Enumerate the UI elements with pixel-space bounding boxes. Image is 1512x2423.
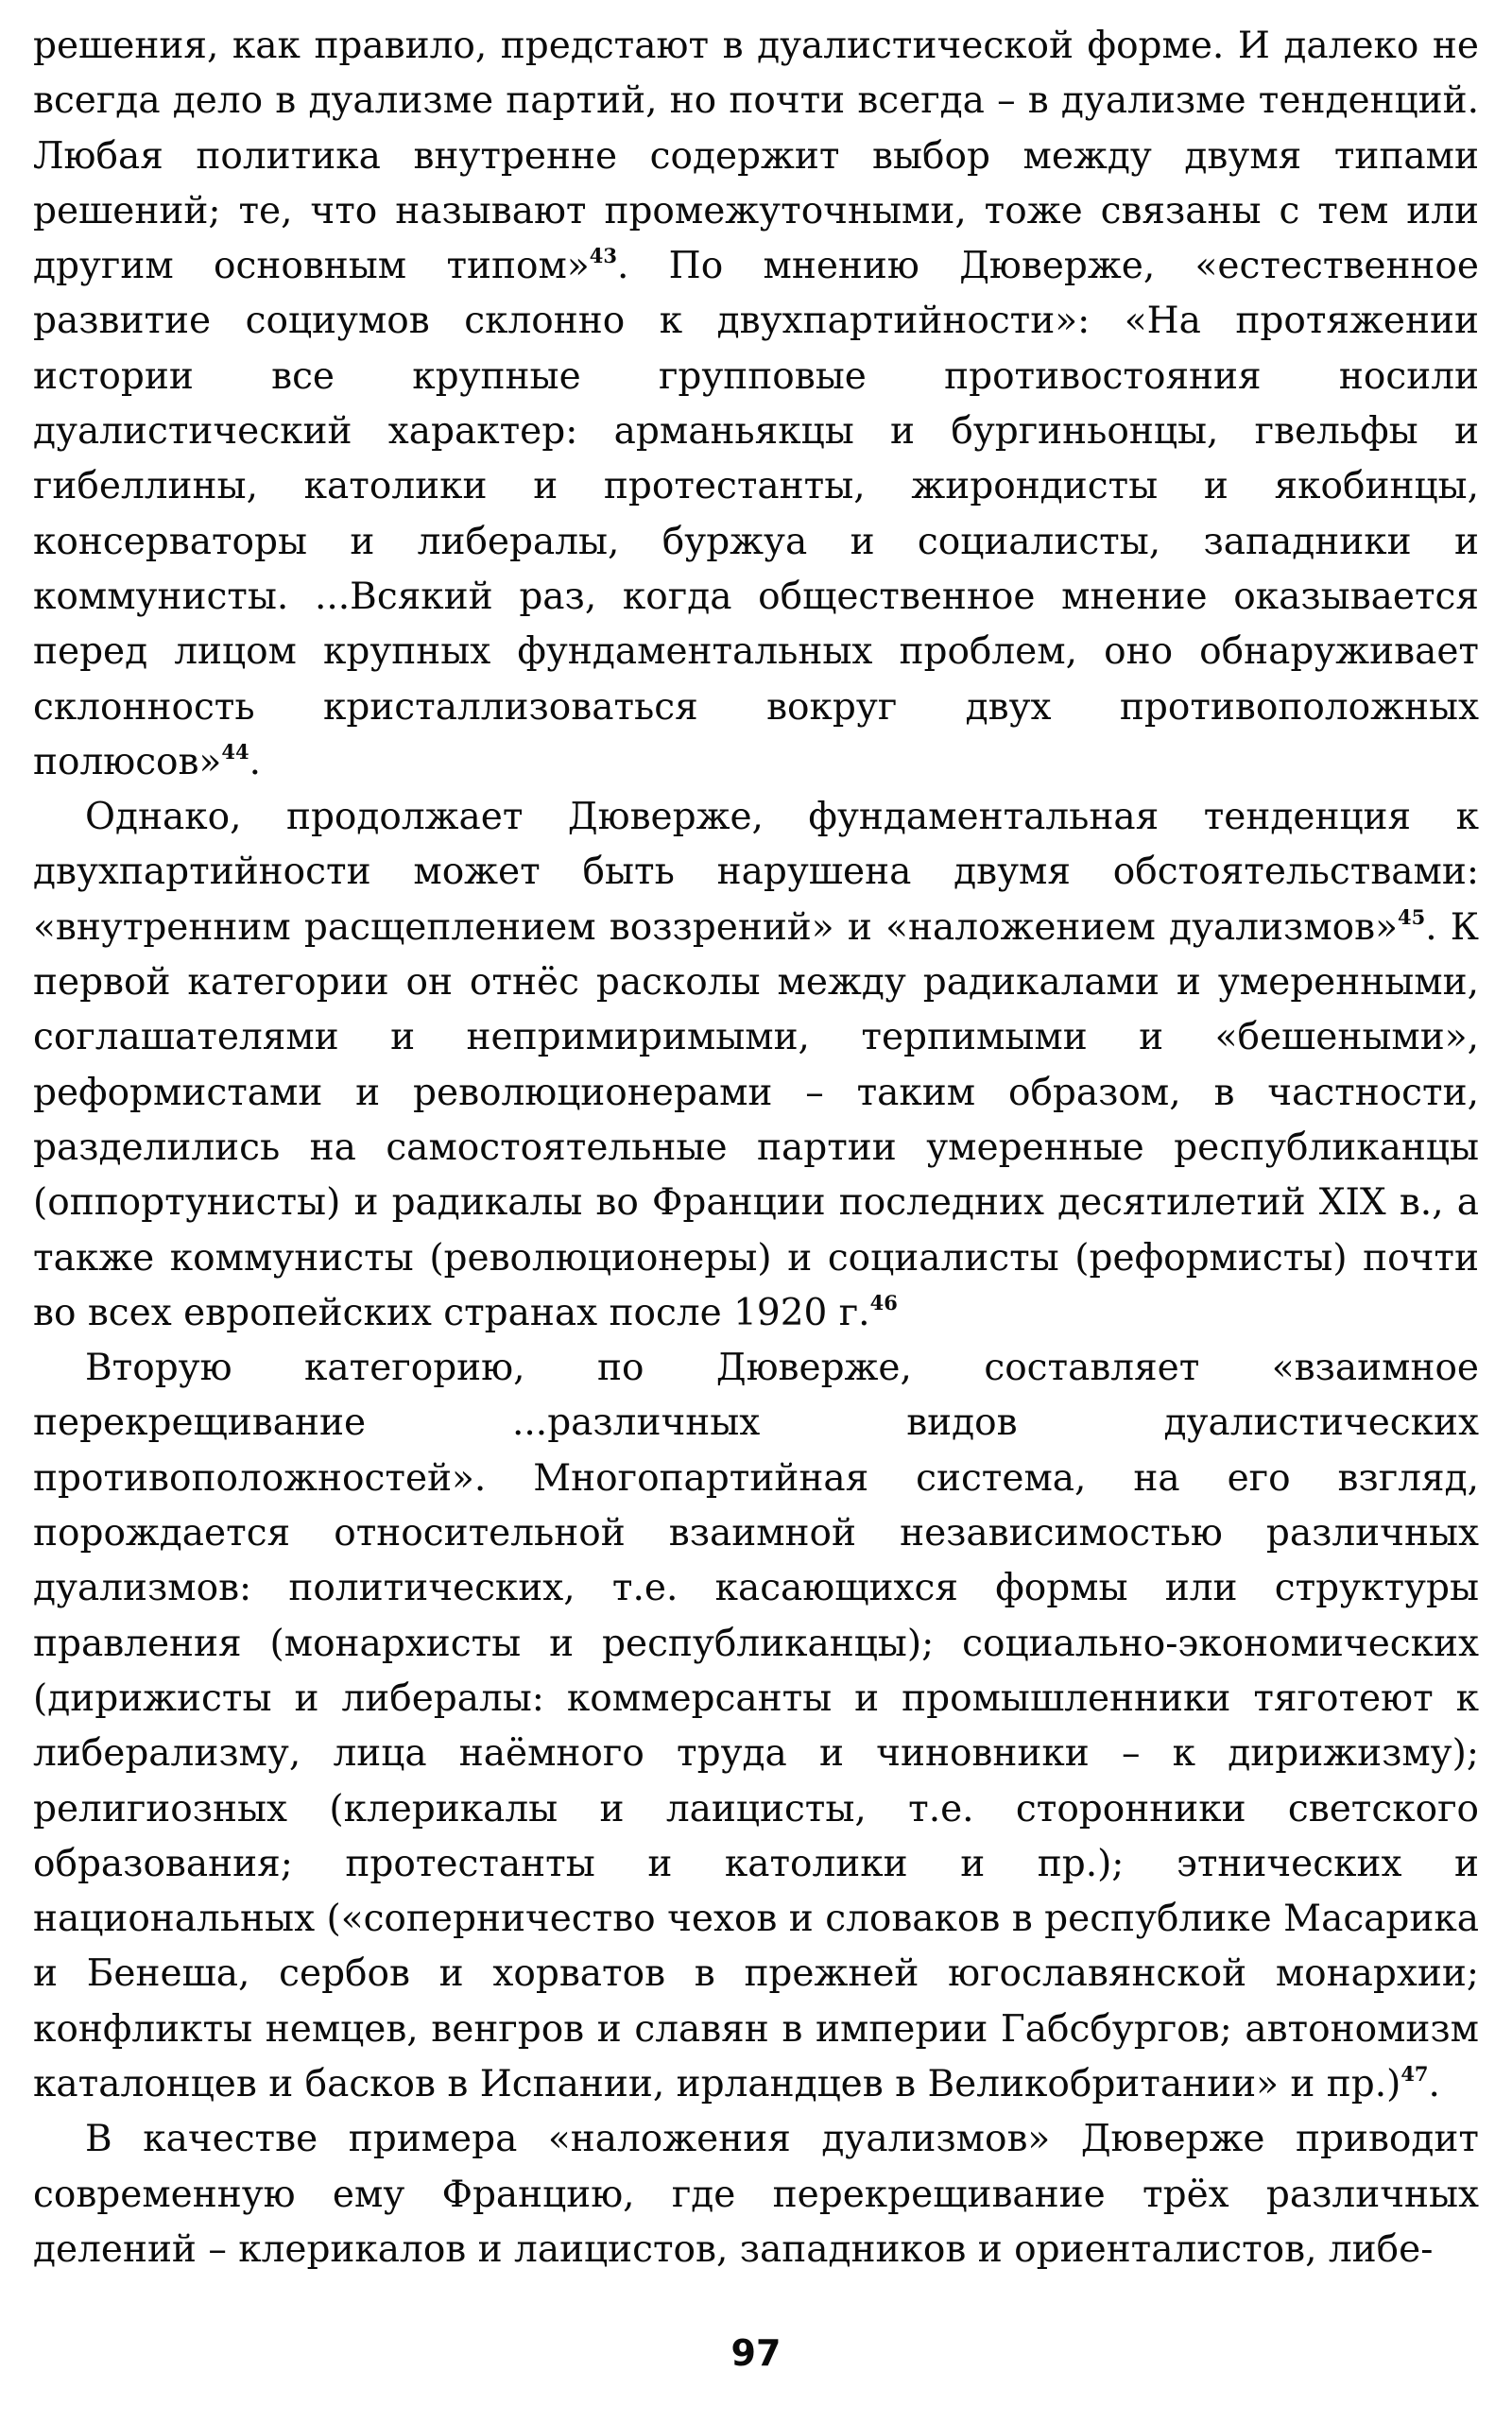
text-run: Вторую категорию, по Дюверже, составляет «взаимное перекрещивание ...различных видов дуалистических противоположностей». Многопартийная система, на его взгляд, порождается относительной взаимной независимостью различных дуализмов: политических, т.е. касающихся формы или структуры правления (монархисты и республиканцы); социально-экономических (дирижисты и либералы: коммерсанты и промышленники тяготеют к либерализму, лица наёмного труда и чиновники – к дирижизму); религиозных (клерикалы и лаицисты, т.е. сторонники светского образования; протестанты и католики и пр.); этнических и национальных («соперничество чехов и словаков в республике Масарика и Бенеша, сербов и хорватов в прежней югославянской монархии; конфликты немцев, венгров и славян в империи Габсбургов; автономизм каталонцев и басков в Испании, ирландцев в Великобритании» и пр.): [33, 1347, 1479, 2105]
text-run: . По мнению Дюверже, «естественное развитие социумов склонно к двухпартийности»: «На протяжении истории все крупные групповые противостояния носили дуалистический характер: арманьякцы и бургиньонцы, гвельфы и гибеллины, католики и протестанты, жирондисты и якобинцы, консерваторы и либералы, буржуа и социалисты, западники и коммунисты. ...Всякий раз, когда общественное мнение оказывается перед лицом крупных фундаментальных проблем, оно обнаруживает склонность кристаллизоваться вокруг двух противоположных полюсов»: [33, 245, 1479, 783]
text-run: .: [249, 740, 261, 783]
text-run: Однако, продолжает Дюверже, фундаментальная тенденция к двухпартийности может быть нарушена двумя обстоятельствами: «внутренним расщеплением воззрений» и «наложением дуализмов»: [33, 796, 1479, 949]
text-run: . К первой категории он отнёс расколы между радикалами и умеренными, соглашателями и непримиримыми, терпимыми и «бешеными», реформистами и революционерами – таким образом, в частности, разделились на самостоятельные партии умеренные республиканцы (оппортунисты) и радикалы во Франции последних десятилетий XIX в., а также коммунисты (революционеры) и социалисты (реформисты) почти во всех европейских странах после 1920 г.: [33, 905, 1479, 1334]
footnote-ref: 47: [1400, 2061, 1429, 2086]
footnote-ref: 45: [1397, 904, 1426, 929]
paragraph: [33, 2112, 1479, 2277]
paragraph: [33, 1341, 1479, 2112]
page-number: 97: [730, 2332, 782, 2374]
paragraph: [33, 790, 1479, 1341]
text-run: решения, как правило, предстают в дуалистической форме. И далеко не всегда дело в дуализме партий, но почти всегда – в дуализме тенденций. Любая политика внутренне содержит выбор между двумя типами решений; те, что называют промежуточными, тоже связаны с тем или другим основным типом»: [33, 25, 1479, 288]
page-body: [33, 19, 1479, 2277]
footnote-ref: 44: [221, 739, 249, 764]
footnote-ref: 43: [589, 244, 617, 268]
main-text: [33, 19, 1479, 2277]
paragraph: [33, 19, 1479, 790]
footnote-ref: 46: [869, 1290, 898, 1315]
text-run: .: [1428, 2062, 1440, 2105]
text-run: В качестве примера «наложения дуализмов» Дюверже приводит современную ему Францию, где перекрещивание трёх различных делений – клерикалов и лаицистов, западников и ориенталистов, либе-: [33, 2118, 1479, 2271]
